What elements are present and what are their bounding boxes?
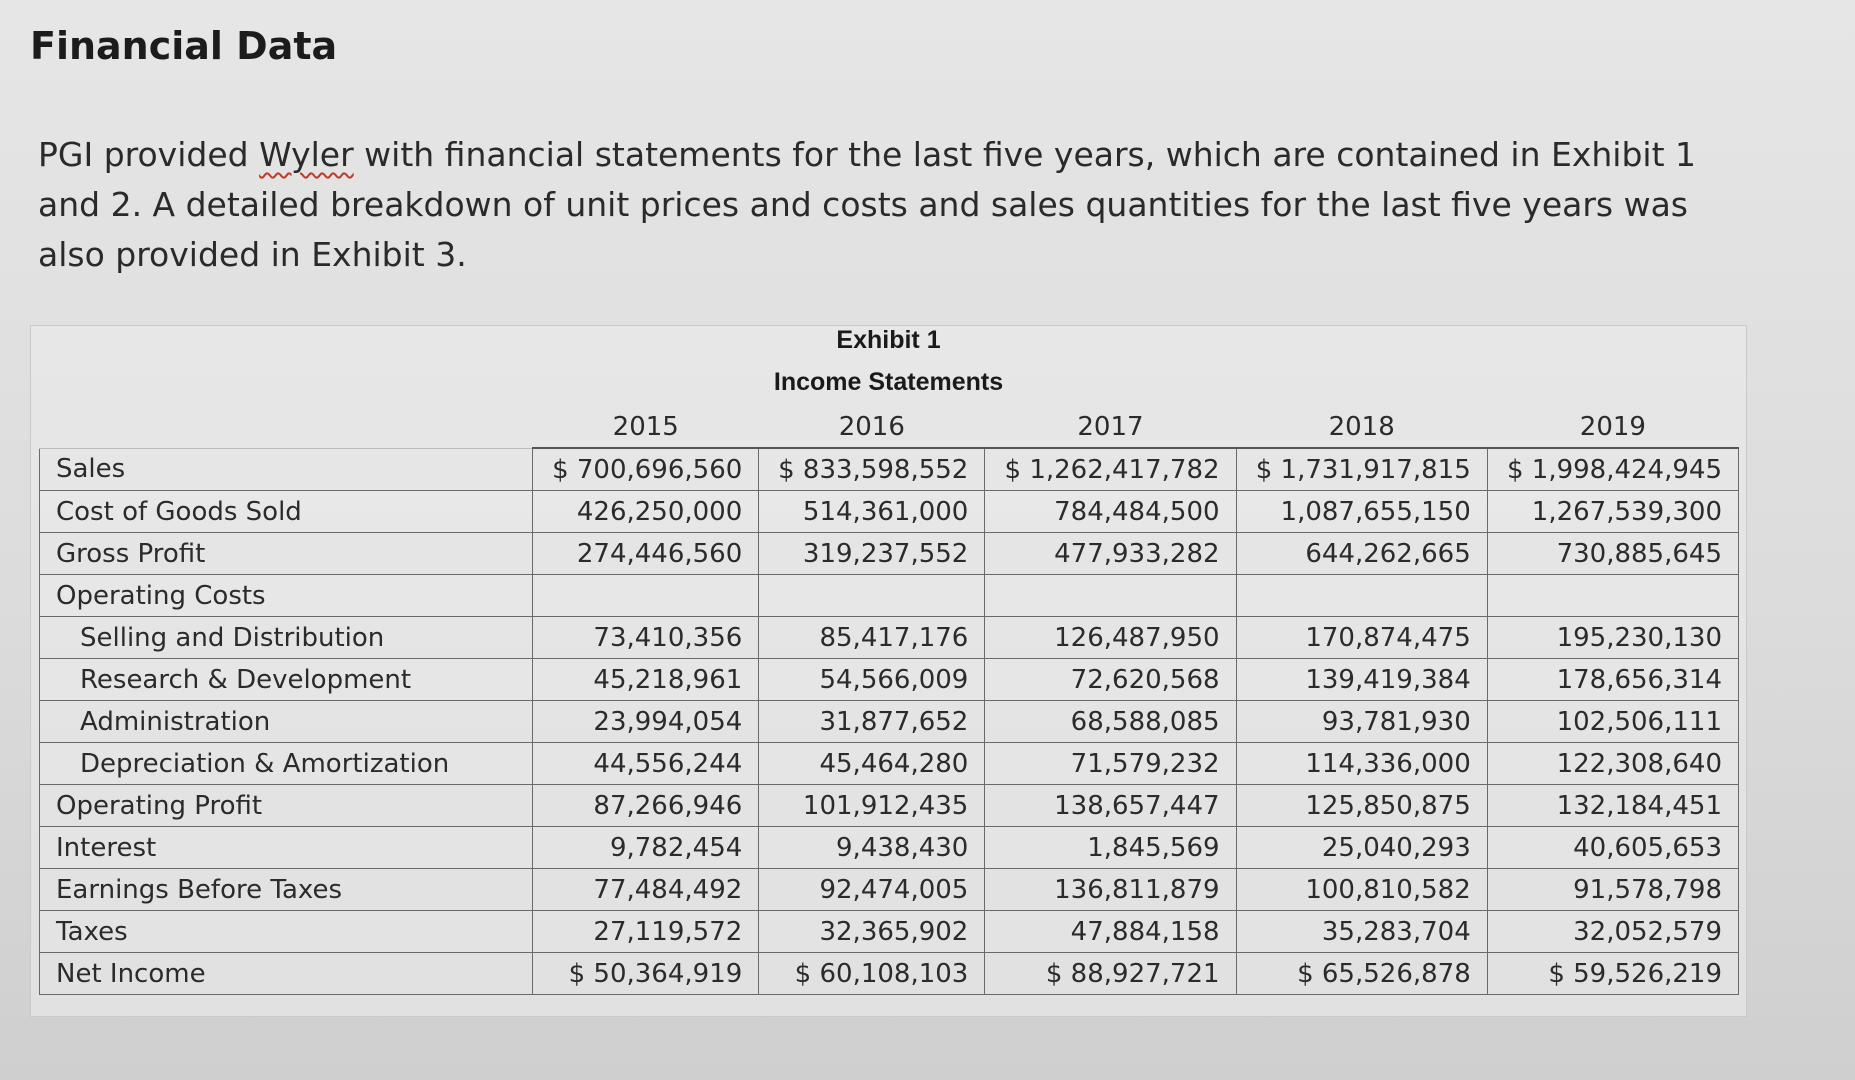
value-cell: 139,419,384 [1236,659,1487,701]
value-cell [1487,575,1738,617]
value-cell: 136,811,879 [985,869,1236,911]
table-row [40,533,1739,575]
year-header: 2016 [759,406,985,448]
value-cell: 9,438,430 [759,827,985,869]
page-title: Financial Data [30,24,338,68]
year-header: 2019 [1487,406,1738,448]
value-cell: 170,874,475 [1236,617,1487,659]
value-cell: 47,884,158 [985,911,1236,953]
table-row [40,659,1739,701]
exhibit-subtitle: Income Statements [773,368,1004,396]
value-cell: 44,556,244 [533,743,759,785]
value-cell: 27,119,572 [533,911,759,953]
value-cell: 784,484,500 [985,491,1236,533]
table-row [40,701,1739,743]
value-cell: 178,656,314 [1487,659,1738,701]
value-cell: 477,933,282 [985,533,1236,575]
value-cell: 85,417,176 [759,617,985,659]
value-cell: $ 50,364,919 [533,953,759,995]
value-cell: 91,578,798 [1487,869,1738,911]
value-cell: $ 833,598,552 [759,448,985,491]
value-cell: 45,464,280 [759,743,985,785]
value-cell: 92,474,005 [759,869,985,911]
year-header: 2018 [1236,406,1487,448]
table-row [40,869,1739,911]
value-cell: 77,484,492 [533,869,759,911]
table-row [40,827,1739,869]
value-cell: 93,781,930 [1236,701,1487,743]
value-cell: 101,912,435 [759,785,985,827]
value-cell: 1,087,655,150 [1236,491,1487,533]
table-row [40,617,1739,659]
value-cell: 102,506,111 [1487,701,1738,743]
value-cell: 9,782,454 [533,827,759,869]
year-header: 2017 [985,406,1236,448]
row-label: Interest [40,827,533,869]
income-statement-table [39,406,1739,995]
table-row [40,785,1739,827]
table-row [40,911,1739,953]
value-cell: 644,262,665 [1236,533,1487,575]
spellcheck-flagged-word[interactable]: Wyler [259,135,354,174]
value-cell: 138,657,447 [985,785,1236,827]
value-cell: 122,308,640 [1487,743,1738,785]
value-cell: 25,040,293 [1236,827,1487,869]
value-cell [533,575,759,617]
exhibit-title: Exhibit 1 [836,326,941,354]
value-cell: 319,237,552 [759,533,985,575]
value-cell: 114,336,000 [1236,743,1487,785]
row-label: Research & Development [40,659,533,701]
row-label: Taxes [40,911,533,953]
row-label: Depreciation & Amortization [40,743,533,785]
table-row [40,575,1739,617]
value-cell: 125,850,875 [1236,785,1487,827]
value-cell [759,575,985,617]
value-cell: 71,579,232 [985,743,1236,785]
table-row [40,743,1739,785]
table-row [40,448,1739,491]
table-body [40,448,1739,995]
intro-text-end: with financial statements for the last five years, which are contained in Exhibit 1 and 2. A detailed breakdown of unit prices and costs and sales quantities for the last five years was also provided in Exhibit 3. [38,135,1697,274]
value-cell: 32,052,579 [1487,911,1738,953]
value-cell: 40,605,653 [1487,827,1738,869]
value-cell: 195,230,130 [1487,617,1738,659]
value-cell: 68,588,085 [985,701,1236,743]
year-header-row [40,406,1739,448]
row-label: Selling and Distribution [40,617,533,659]
value-cell: $ 60,108,103 [759,953,985,995]
value-cell: 514,361,000 [759,491,985,533]
intro-text-start: PGI provided [38,135,260,174]
header-blank-cell [40,406,533,448]
value-cell: 100,810,582 [1236,869,1487,911]
value-cell: 426,250,000 [533,491,759,533]
row-label: Net Income [40,953,533,995]
value-cell: 32,365,902 [759,911,985,953]
row-label: Operating Costs [40,575,533,617]
value-cell: $ 65,526,878 [1236,953,1487,995]
value-cell: 1,267,539,300 [1487,491,1738,533]
value-cell: 73,410,356 [533,617,759,659]
value-cell [1236,575,1487,617]
value-cell: 35,283,704 [1236,911,1487,953]
value-cell: $ 1,998,424,945 [1487,448,1738,491]
row-label: Sales [40,448,533,491]
row-label: Earnings Before Taxes [40,869,533,911]
value-cell: 72,620,568 [985,659,1236,701]
year-header: 2015 [533,406,759,448]
table-row [40,953,1739,995]
value-cell: 1,845,569 [985,827,1236,869]
value-cell: 132,184,451 [1487,785,1738,827]
row-label: Cost of Goods Sold [40,491,533,533]
row-label: Administration [40,701,533,743]
row-label: Operating Profit [40,785,533,827]
intro-paragraph [38,130,1758,280]
value-cell [985,575,1236,617]
value-cell: 730,885,645 [1487,533,1738,575]
exhibit-1 [30,325,1747,1017]
value-cell: 31,877,652 [759,701,985,743]
value-cell: 54,566,009 [759,659,985,701]
value-cell: 274,446,560 [533,533,759,575]
value-cell: $ 1,262,417,782 [985,448,1236,491]
value-cell: 126,487,950 [985,617,1236,659]
value-cell: 87,266,946 [533,785,759,827]
value-cell: $ 700,696,560 [533,448,759,491]
value-cell: $ 59,526,219 [1487,953,1738,995]
table-row [40,491,1739,533]
value-cell: $ 1,731,917,815 [1236,448,1487,491]
value-cell: 45,218,961 [533,659,759,701]
value-cell: 23,994,054 [533,701,759,743]
row-label: Gross Profit [40,533,533,575]
value-cell: $ 88,927,721 [985,953,1236,995]
